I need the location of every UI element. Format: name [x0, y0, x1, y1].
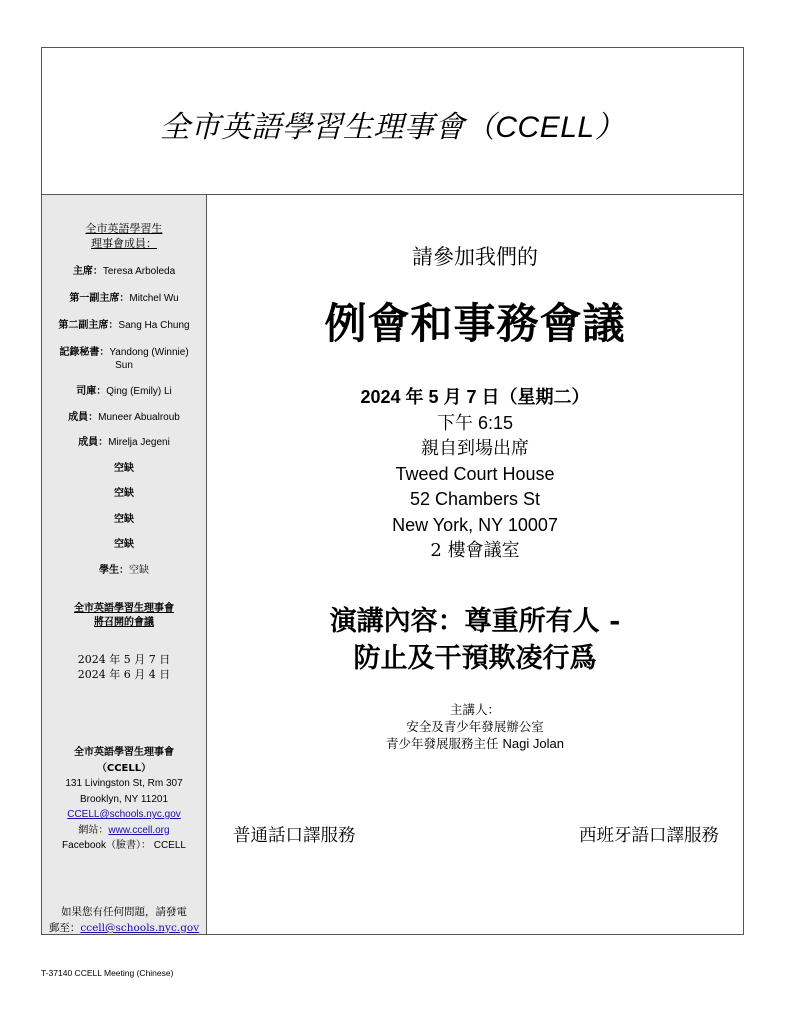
sidebar [42, 195, 207, 934]
spanish-interpretation: 西班牙語口譯服務 [579, 826, 719, 846]
vacancy: 空缺 [114, 514, 134, 525]
meeting-time: 下午 6:15 [436, 412, 514, 433]
vacancy: 空缺 [114, 488, 134, 499]
header [42, 48, 743, 195]
member-student: 學生：空缺 [99, 565, 149, 576]
upcoming-meeting-dates: 2024 年 5 月 7 日 2024 年 6 月 4 日 [77, 653, 171, 681]
contact-info: 全市英語學習生理事會 （CCELL） 131 Livingston St, Rm 307 Brooklyn, NY 11201 CCELL@schools.nyc.gov 網站：www.ccell.org Facebook（臉書）： CCELL [42, 745, 206, 854]
vacancy: 空缺 [114, 539, 134, 550]
question-email-link[interactable]: ccell@schools.nyc.gov [80, 922, 200, 934]
member-second-vice-chair: 第二副主席：Sang Ha Chung [58, 320, 190, 331]
meeting-date: 2024 年 5 月 7 日（星期二） [360, 387, 590, 407]
members-heading: 全市英語學習生 理事會成員： [85, 222, 163, 250]
meeting-title: 例會和事務會議 [324, 299, 626, 348]
invite-text: 請參加我們的 [412, 245, 538, 269]
main-content [207, 195, 743, 934]
speaker-info: 主講人： 安全及青少年發展辦公室 青少年發展服務主任 Nagi Jolan [386, 702, 564, 751]
contact-email-link[interactable]: CCELL@schools.nyc.gov [67, 809, 181, 820]
venue: Tweed Court House [395, 463, 555, 484]
upcoming-meetings-heading: 全市英語學習生理事會 將召開的會議 [74, 603, 174, 628]
room: 2 樓會議室 [430, 540, 520, 561]
vacancy: 空缺 [114, 463, 134, 474]
member-2: 成員：Mirelja Jegeni [78, 437, 170, 448]
questions-note: 如果您有任何問題，請發電 郵至：ccell@schools.nyc.gov [48, 906, 200, 934]
flyer-frame [41, 47, 744, 935]
attendance-mode: 親自到場出席 [421, 438, 529, 459]
mandarin-interpretation: 普通話口譯服務 [233, 826, 356, 846]
street: 52 Chambers St [409, 489, 541, 509]
member-treasurer: 司庫：Qing (Emily) Li [76, 386, 172, 397]
meeting-details [207, 385, 743, 564]
topic: 演講內容：尊重所有人 - 防止及干預欺凌行爲 [329, 606, 621, 674]
website-link[interactable]: www.ccell.org [108, 824, 170, 836]
member-first-vice-chair: 第一副主席：Mitchel Wu [69, 293, 179, 304]
member-1: 成員：Muneer Abualroub [68, 412, 180, 423]
city: New York, NY 10007 [392, 514, 558, 535]
member-recording-secretary: 記錄秘書：Yandong (Winnie) Sun [59, 347, 189, 371]
facebook-info: Facebook（臉書）： CCELL [62, 840, 186, 851]
member-chair: 主席：Teresa Arboleda [72, 266, 176, 277]
document-code: T-37140 CCELL Meeting (Chinese) [41, 968, 174, 978]
page-title: 全市英語學習生理事會（CCELL） [159, 111, 626, 144]
